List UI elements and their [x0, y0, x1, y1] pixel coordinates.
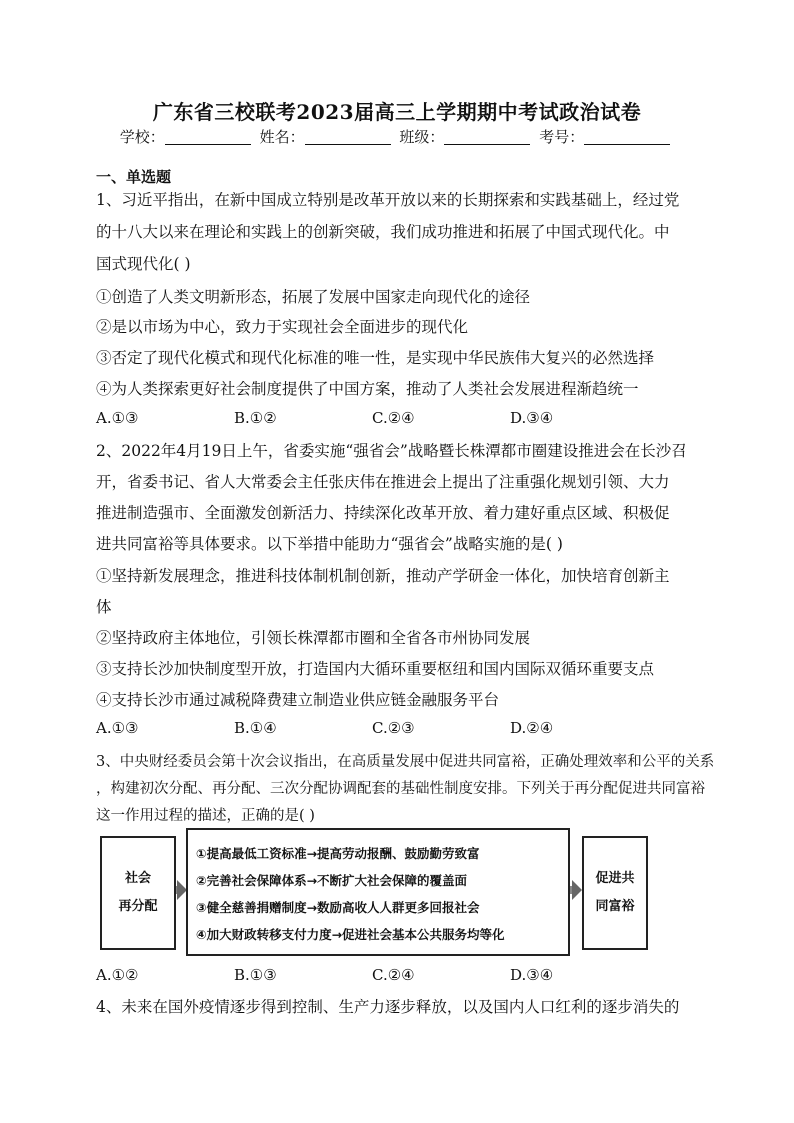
diagram-right-label: 同富裕 — [595, 899, 635, 914]
q2-line: 推进制造强市、全面激发创新活力、持续深化改革开放、着力建好重点区域、积极促 — [96, 504, 670, 522]
diagram-right-box — [582, 836, 648, 950]
school-field[interactable] — [165, 130, 251, 145]
diagram-left-label: 社会 — [124, 871, 151, 886]
name-field[interactable] — [305, 130, 391, 145]
q1-option-a[interactable]: A.①③ — [96, 409, 139, 427]
q1-item: ③否定了现代化模式和现代化标准的唯一性，是实现中华民族伟大复兴的必然选择 — [96, 349, 655, 367]
section-title: 一、单选题 — [96, 168, 172, 186]
diagram-row: ④加大财政转移支付力度→促进社会基本公共服务均等化 — [196, 927, 505, 942]
q2-line: 进共同富裕等具体要求。以下举措中能助力“强省会”战略实施的是( ) — [96, 535, 563, 553]
diagram-left-box — [100, 836, 176, 950]
q1-item: ④为人类探索更好社会制度提供了中国方案，推动了人类社会发展进程渐趋统一 — [96, 380, 639, 398]
q3-option-c[interactable]: C.②④ — [372, 966, 415, 984]
q2-option-a[interactable]: A.①③ — [96, 719, 139, 737]
q2-line: 开，省委书记、省人大常委会主任张庆伟在推进会上提出了注重强化规划引领、大力 — [96, 473, 670, 491]
diagram-row: ③健全慈善捐赠制度→数励高收人人群更多回报社会 — [196, 900, 480, 915]
class-label: 班级： — [399, 128, 445, 146]
q2-option-d[interactable]: D.②④ — [510, 719, 554, 737]
name-label: 姓名： — [259, 128, 305, 146]
school-label: 学校： — [119, 128, 165, 146]
q2-item: ④支持长沙市通过减税降费建立制造业供应链金融服务平台 — [96, 691, 500, 709]
q2-item: ②坚持政府主体地位，引领长株潭都市圈和全省各市州协同发展 — [96, 629, 531, 647]
number-label: 考号： — [539, 128, 585, 146]
q3-option-a[interactable]: A.①② — [96, 966, 139, 984]
diagram-right-label: 促进共 — [595, 871, 635, 886]
q2-item: ①坚持新发展理念，推进科技体制机制创新，推动产学研金一体化，加快培育创新主 — [96, 567, 670, 585]
q1-option-c[interactable]: C.②④ — [372, 409, 415, 427]
q2-line: 2、2022年4月19日上午，省委实施“强省会”战略暨长株潭都市圈建设推进会在长沙召 — [96, 442, 687, 460]
diagram-left-label: 再分配 — [118, 899, 158, 914]
q2-option-b[interactable]: B.①④ — [234, 719, 277, 737]
q1-line: 的十八大以来在理论和实践上的创新突破，我们成功推进和拓展了中国式现代化。中 — [96, 223, 670, 241]
q2-option-c[interactable]: C.②③ — [372, 719, 415, 737]
q1-option-d[interactable]: D.③④ — [510, 409, 554, 427]
page-title: 广东省三校联考2023届高三上学期期中考试政治试卷 — [152, 100, 642, 124]
q3-line: ，构建初次分配、再分配、三次分配协调配套的基础性制度安排。下列关于再分配促进共同富裕 — [96, 781, 705, 797]
q3-line: 这一作用过程的描述，正确的是( ) — [96, 808, 315, 824]
q4-line: 4、未来在国外疫情逐步得到控制、生产力逐步释放，以及国内人口红利的逐步消失的 — [96, 998, 680, 1016]
diagram-row: ②完善社会保障体系→不断扩大社会保障的覆盖面 — [196, 873, 468, 888]
q1-item: ②是以市场为中心，致力于实现社会全面进步的现代化 — [96, 318, 469, 336]
q3-option-b[interactable]: B.①③ — [234, 966, 277, 984]
class-field[interactable] — [444, 130, 530, 145]
q2-item: ③支持长沙加快制度型开放，打造国内大循环重要枢纽和国内国际双循环重要支点 — [96, 660, 655, 678]
diagram-row: ①提高最低工资标准→提高劳动报酬、鼓励勤劳致富 — [196, 846, 480, 861]
q2-item: 体 — [96, 598, 112, 616]
q3-option-d[interactable]: D.③④ — [510, 966, 554, 984]
diagram-arrow-icon — [572, 880, 582, 900]
number-field[interactable] — [584, 130, 670, 145]
q1-option-b[interactable]: B.①② — [234, 409, 277, 427]
redistribution-diagram — [100, 828, 648, 956]
student-info — [0, 126, 794, 147]
q3-line: 3、中央财经委员会第十次会议指出，在高质量发展中促进共同富裕，正确处理效率和公平的关系 — [96, 754, 715, 770]
q1-item: ①创造了人类文明新形态，拓展了发展中国家走向现代化的途径 — [96, 288, 531, 306]
q1-line: 1、习近平指出，在新中国成立特别是改革开放以来的长期探索和实践基础上，经过党 — [96, 191, 680, 209]
q1-line: 国式现代化( ) — [96, 255, 191, 273]
diagram-middle-box — [186, 828, 570, 956]
